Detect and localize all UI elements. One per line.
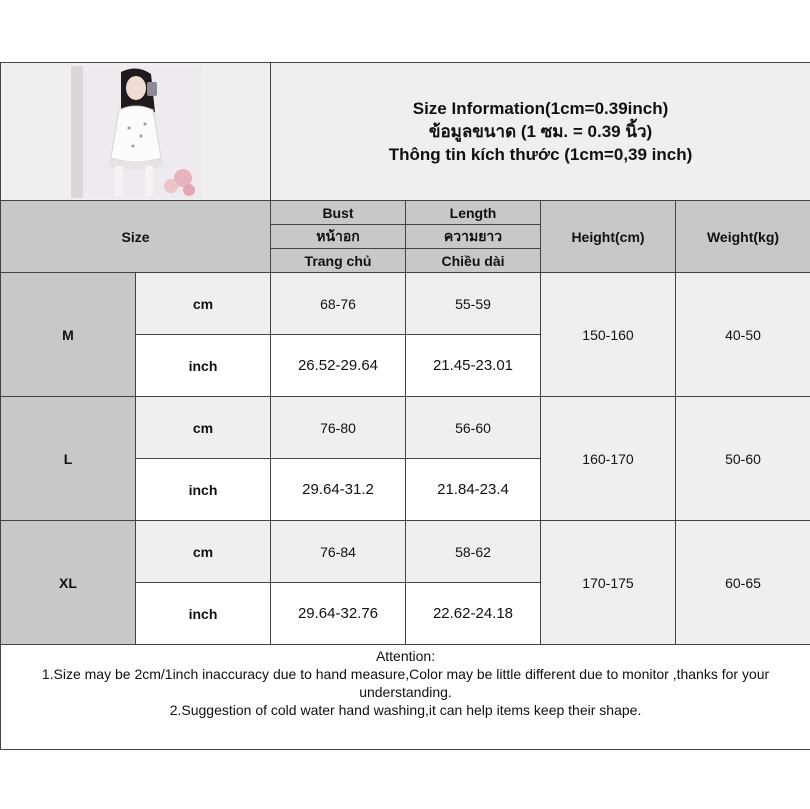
weight-value: 40-50 (676, 273, 810, 397)
height-value: 160-170 (541, 397, 676, 521)
size-l-label: L (1, 397, 136, 521)
unit-cm: cm (136, 397, 271, 459)
bust-cm-value: 76-80 (271, 397, 406, 459)
bust-inch-value: 26.52-29.64 (271, 335, 406, 397)
length-inch-value: 21.84-23.4 (406, 459, 541, 521)
unit-inch: inch (136, 459, 271, 521)
title-line-vietnamese: Thông tin kích thước (1cm=0,39 inch) (388, 145, 693, 164)
height-value: 170-175 (541, 521, 676, 645)
bust-cm-value: 68-76 (271, 273, 406, 335)
bust-inch-value: 29.64-32.76 (271, 583, 406, 645)
weight-header: Weight(kg) (676, 201, 810, 273)
weight-value: 50-60 (676, 397, 810, 521)
attention-note-1: 1.Size may be 2cm/1inch inaccuracy due to hand measure,Color may be little different due to monitor ,thanks for your understanding. (41, 666, 770, 700)
attention-notes (1, 645, 810, 750)
bust-inch-value: 29.64-31.2 (271, 459, 406, 521)
length-cm-value: 56-60 (406, 397, 541, 459)
length-header-en: Length (406, 201, 541, 225)
bust-header-en: Bust (271, 201, 406, 225)
height-header: Height(cm) (541, 201, 676, 273)
size-header: Size (1, 201, 271, 273)
product-photo-cell (1, 63, 271, 201)
title-line-english: Size Information(1cm=0.39inch) (412, 99, 669, 118)
attention-heading: Attention: (375, 648, 436, 664)
unit-cm: cm (136, 521, 271, 583)
bust-header-vi: Trang chủ (271, 249, 406, 273)
product-photo (71, 66, 201, 198)
height-value: 150-160 (541, 273, 676, 397)
unit-inch: inch (136, 583, 271, 645)
length-inch-value: 22.62-24.18 (406, 583, 541, 645)
length-header-vi: Chiều dài (406, 249, 541, 273)
length-header-th: ความยาว (406, 225, 541, 249)
size-chart-table (0, 62, 810, 750)
size-information-title (271, 63, 810, 201)
title-line-thai: ข้อมูลขนาด (1 ซม. = 0.39 นิ้ว) (428, 122, 653, 141)
bust-cm-value: 76-84 (271, 521, 406, 583)
attention-note-2: 2.Suggestion of cold water hand washing,it can help items keep their shape. (169, 702, 642, 718)
length-cm-value: 55-59 (406, 273, 541, 335)
bust-header-th: หน้าอก (271, 225, 406, 249)
size-m-label: M (1, 273, 136, 397)
length-cm-value: 58-62 (406, 521, 541, 583)
unit-inch: inch (136, 335, 271, 397)
weight-value: 60-65 (676, 521, 810, 645)
length-inch-value: 21.45-23.01 (406, 335, 541, 397)
model-photo-illustration (71, 66, 201, 198)
size-xl-label: XL (1, 521, 136, 645)
unit-cm: cm (136, 273, 271, 335)
